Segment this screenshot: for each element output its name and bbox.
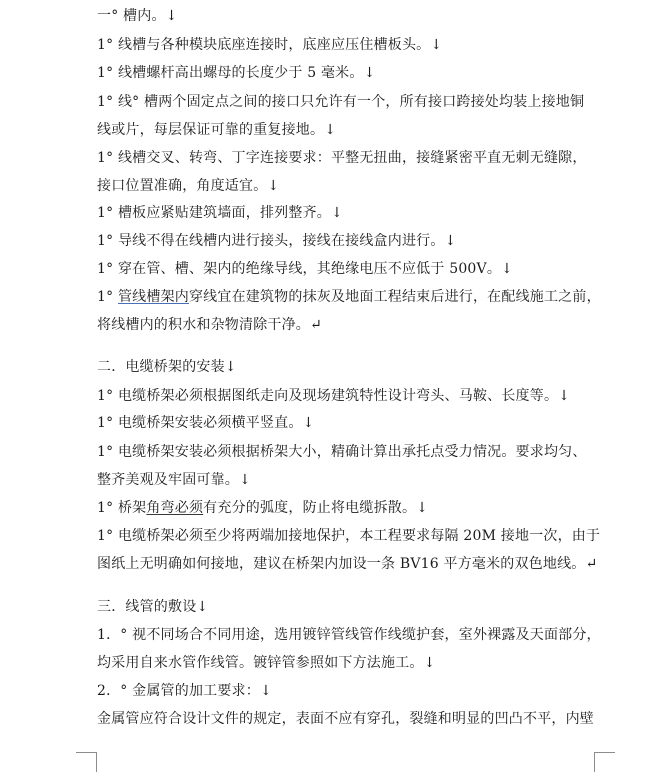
paragraph-line: 1° 线槽交叉、转弯、丁字连接要求：平整无扭曲，接缝紧密平直无刺无缝隙， — [97, 150, 587, 166]
paragraph-line: 整齐美观及牢固可靠。↓ — [97, 472, 251, 488]
underlined-term: 管线槽架内 — [117, 289, 189, 305]
paragraph-line: 1° 槽板应紧贴建筑墙面，排列整齐。↓ — [97, 205, 343, 221]
paragraph-line — [97, 287, 601, 307]
paragraph-line: 图纸上无明确如何接地，建议在桥架内加设一条 BV16 平方毫米的双色地线。↵ — [97, 556, 598, 572]
underlined-term: 角弯必须 — [146, 500, 204, 516]
paragraph-line: 1° 电缆桥架必须至少将两端加接地保护，本工程要求每隔 20M 接地一次，由于 — [97, 528, 601, 544]
paragraph-line: 接口位置准确，角度适宜。↓ — [97, 178, 280, 194]
section-2-heading: 二．电缆桥架的安装↓ — [97, 359, 237, 375]
section-3-heading: 三．线管的敷设↓ — [97, 599, 209, 615]
crop-mark-left-vertical — [96, 752, 97, 772]
paragraph-line: 1° 线槽与各种模块底座连接时，底座应压住槽板头。↓ — [97, 37, 443, 53]
paragraph-line: 线或片，每层保证可靠的重复接地。↓ — [97, 122, 337, 138]
paragraph-line — [97, 498, 428, 518]
paragraph-line: 1° 穿在管、槽、架内的绝缘导线，其绝缘电压不应低于 500V。↓ — [97, 261, 513, 277]
section-1-heading: 一° 槽内。↓ — [97, 8, 178, 24]
paragraph-line: 均采用自来水管作线管。镀锌管参照如下方法施工。↓ — [97, 655, 436, 671]
paragraph-line: 1° 导线不得在线槽内进行接头，接线在接线盒内进行。↓ — [97, 233, 457, 249]
paragraph-line: 2．° 金属管的加工要求：↓ — [97, 683, 272, 699]
crop-mark-left-horizontal — [76, 752, 96, 753]
paragraph-line: 1．° 视不同场合不同用途，选用镀锌管线管作线缆护套，室外裸露及天面部分， — [97, 627, 601, 643]
paragraph-line: 1° 线槽螺杆高出螺母的长度少于 5 毫米。↓ — [97, 65, 376, 81]
line-text: 穿线宜在建筑物的抹灰及地面工程结束后进行，在配线施工之前， — [188, 289, 601, 305]
paragraph-line: 将线槽内的积水和杂物清除干净。↵ — [97, 317, 322, 333]
paragraph-line: 1° 线° 槽两个固定点之间的接口只允许有一个，所有接口跨接处均装上接地铜 — [97, 94, 585, 110]
paragraph-line: 金属管应符合设计文件的规定，表面不应有穿孔，裂缝和明显的凹凸不平，内壁 — [97, 711, 594, 727]
crop-mark-right-horizontal — [595, 752, 615, 753]
paragraph-line: 1° 电缆桥架安装必须横平竖直。↓ — [97, 415, 315, 431]
line-prefix: 1° — [97, 289, 118, 305]
paragraph-line: 1° 电缆桥架安装必须根据桥架大小，精确计算出承托点受力情况。要求均匀、 — [97, 444, 587, 460]
line-text: 有充分的弧度，防止将电缆拆散。↓ — [203, 500, 429, 516]
paragraph-line: 1° 电缆桥架必须根据图纸走向及现场建筑特性设计弯头、马鞍、长度等。↓ — [97, 388, 571, 404]
line-prefix: 1° 桥架 — [97, 500, 147, 516]
crop-mark-right-vertical — [594, 752, 595, 772]
